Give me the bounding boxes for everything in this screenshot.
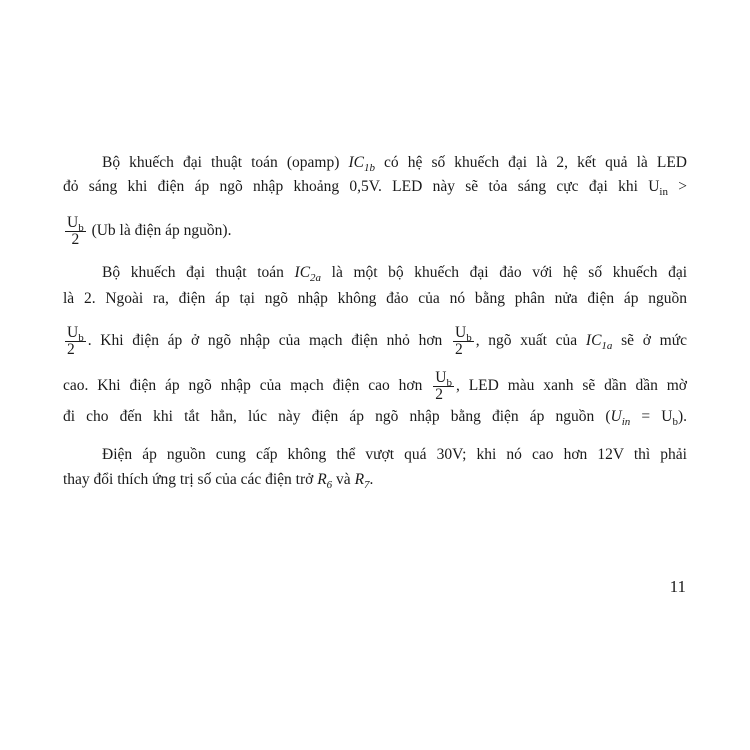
text: , ngõ xuất của xyxy=(475,332,586,350)
text: . xyxy=(369,471,374,488)
text: . Khi điện áp ở ngõ nhập của mạch điện nhỏ hơn xyxy=(87,332,452,350)
subscript: b xyxy=(672,416,678,428)
text: Bộ khuếch đại thuật toán (opamp) xyxy=(102,154,349,171)
text: cao. Khi điện áp ngõ nhập của mạch điện cao hơn xyxy=(63,377,432,395)
paragraph-2-line-4 xyxy=(63,369,688,403)
text: và xyxy=(332,471,355,488)
fraction-ub-over-2: $\frac{U_b}{2}$ xyxy=(67,214,84,248)
text: là một bộ khuếch đại đảo với hệ số khuếch đại xyxy=(321,264,688,281)
paragraph-2-line-3 xyxy=(63,324,687,358)
fraction-ub-over-2: $\frac{U_b}{2}$ xyxy=(67,324,84,358)
paragraph-3-line-1: Điện áp nguồn cung cấp không thể vượt quá 30V; khi nó cao hơn 12V thì phải xyxy=(102,446,687,463)
subscript: in xyxy=(659,186,668,198)
uin-symbol: $U_{in}$ xyxy=(610,408,631,428)
r6-symbol: $R_6$ xyxy=(317,471,333,491)
paragraph-1-line-1 xyxy=(102,153,687,173)
text: (Ub là điện áp nguồn). xyxy=(87,222,232,240)
text: thay đổi thích ứng trị số của các điện trở xyxy=(63,471,318,488)
ic1b-label: $IC_{1b}$ xyxy=(348,154,375,174)
text: có hệ số khuếch đại là 2, kết quả là LED xyxy=(374,154,687,171)
text: ). xyxy=(677,408,687,425)
paragraph-1-line-3 xyxy=(63,214,687,248)
paragraph-2-line-2: là 2. Ngoài ra, điện áp tại ngõ nhập không đảo của nó bằng phân nửa điện áp nguồn xyxy=(63,290,687,307)
text: > xyxy=(667,178,687,195)
text: Bộ khuếch đại thuật toán xyxy=(102,264,295,281)
r7-symbol: $R_7$ xyxy=(354,471,370,491)
text: , LED màu xanh sẽ dần dần mờ xyxy=(455,377,688,395)
text: đỏ sáng khi điện áp ngõ nhập khoảng 0,5V. LED này sẽ tỏa sáng cực đại khi U xyxy=(63,178,660,195)
page-number: 11 xyxy=(669,577,686,596)
ic2a-label: $IC_{2a}$ xyxy=(294,264,322,284)
paragraph-2-line-1 xyxy=(102,263,687,283)
paragraph-1-line-2 xyxy=(63,177,687,197)
text: đi cho đến khi tắt hẳn, lúc này điện áp ngõ nhập bằng điện áp nguồn ( xyxy=(63,408,611,425)
paragraph-2-line-5 xyxy=(63,407,687,427)
paragraph-3-line-2 xyxy=(63,470,687,490)
ic1a-label: $IC_{1a}$ xyxy=(585,332,613,353)
text: sẽ ở mức xyxy=(612,332,687,350)
fraction-ub-over-2: $\frac{U_b}{2}$ xyxy=(455,324,472,358)
text: = U xyxy=(630,408,673,425)
fraction-ub-over-2: $\frac{U_b}{2}$ xyxy=(435,369,452,403)
